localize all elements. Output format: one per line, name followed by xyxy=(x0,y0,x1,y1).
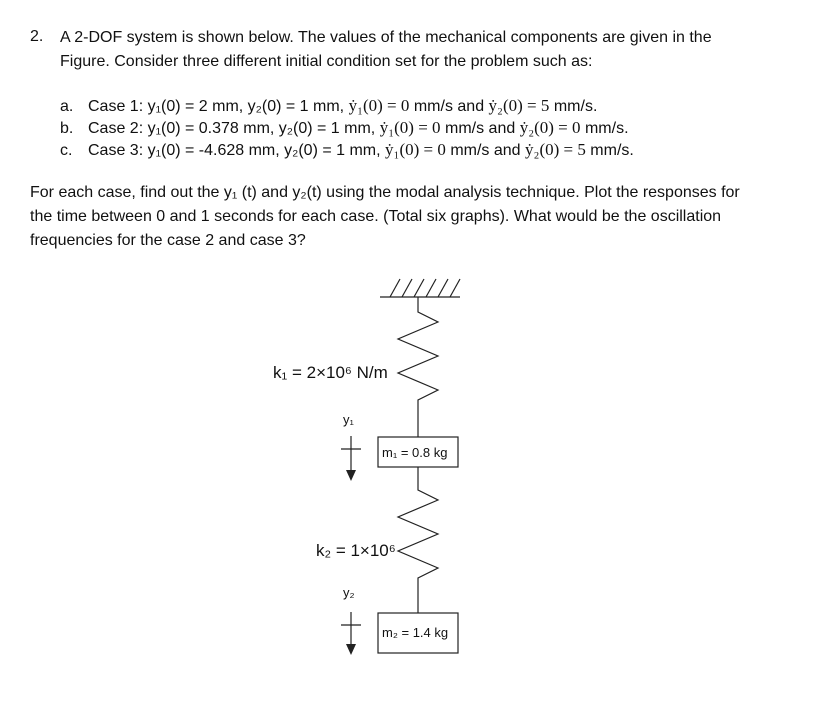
case-label: c. xyxy=(60,142,73,159)
task-line-1: For each case, find out the y₁ (t) and y₂(t) using the modal analysis technique. Plot the responses for xyxy=(30,184,740,201)
y2-label: y₂ xyxy=(343,585,355,600)
task-line-2: the time between 0 and 1 seconds for each case. (Total six graphs). What would be the oscillation xyxy=(30,208,722,225)
problem-number: 2. xyxy=(30,28,44,45)
m1-label: m₁ = 0.8 kg xyxy=(382,445,448,460)
case-ydot1: ẏ₁(0) = 0 xyxy=(379,118,441,137)
case-text: Case 1: y₁(0) = 2 mm, y₂(0) = 1 mm, xyxy=(88,98,349,115)
case-mid: mm/s and xyxy=(445,142,526,159)
k2-label: k₂ = 1×10⁶ xyxy=(316,541,396,560)
case-end: mm/s. xyxy=(585,142,634,159)
case-ydot2: ẏ₂(0) = 5 xyxy=(525,140,586,159)
case-ydot2: ẏ₂(0) = 5 xyxy=(488,96,550,115)
spring-k2 xyxy=(398,467,438,613)
intro-line-2: Figure. Consider three different initial condition set for the problem such as: xyxy=(60,53,593,70)
k1-label: k₁ = 2×10⁶ N/m xyxy=(273,363,388,382)
case-mid: mm/s and xyxy=(440,120,520,137)
m2-label: m₂ = 1.4 kg xyxy=(382,625,449,640)
case-ydot1: ẏ₁(0) = 0 xyxy=(385,140,446,159)
case-end: mm/s. xyxy=(580,120,629,137)
ground-support xyxy=(380,279,460,297)
case-label: a. xyxy=(60,98,74,115)
task-line-3: frequencies for the case 2 and case 3? xyxy=(30,232,306,249)
case-ydot1: ẏ₁(0) = 0 xyxy=(348,96,410,115)
y1-arrow xyxy=(341,436,361,481)
case-end: mm/s. xyxy=(549,98,598,115)
intro-line-1: A 2-DOF system is shown below. The values of the mechanical components are given in the xyxy=(60,29,712,46)
case-label: b. xyxy=(60,120,74,137)
case-text: Case 3: y₁(0) = -4.628 mm, y₂(0) = 1 mm, xyxy=(88,142,386,159)
y1-label: y₁ xyxy=(343,412,354,427)
case-ydot2: ẏ₂(0) = 0 xyxy=(519,118,581,137)
case-mid: mm/s and xyxy=(409,98,489,115)
spring-k1 xyxy=(398,297,438,437)
case-text: Case 2: y₁(0) = 0.378 mm, y₂(0) = 1 mm, xyxy=(88,120,380,137)
y2-arrow xyxy=(341,612,361,655)
